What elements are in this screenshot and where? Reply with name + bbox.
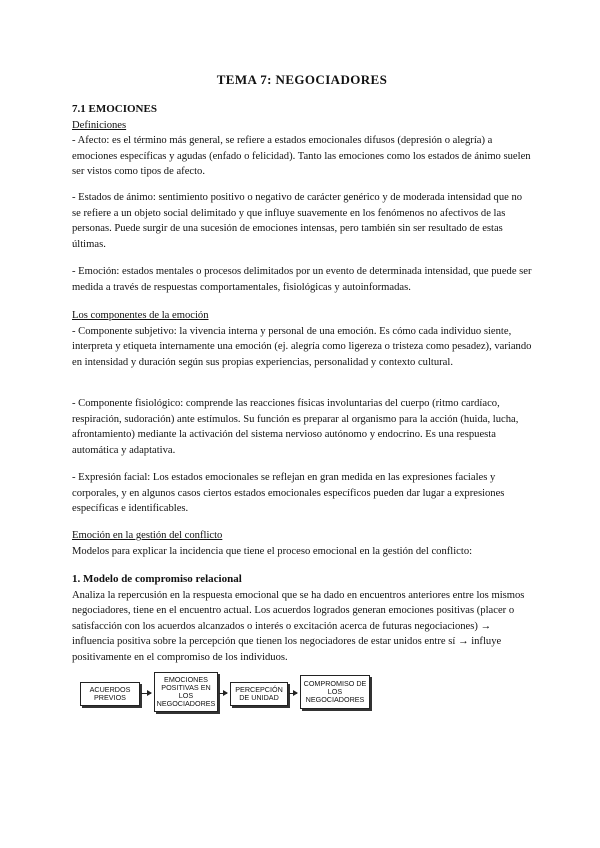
component-fisiologico: - Componente fisiológico: comprende las reacciones físicas involuntarias del cuerpo (ritmo cardíaco, respiración, sudoración) ante estímulos. Su función es preparar al organismo para la acción (huida, lucha, afrontamiento) mediante la activación del sistema nervioso autónomo y endocrino. Es una respuesta automática y adaptativa. (72, 398, 519, 456)
definition-estados-animo: - Estados de ánimo: sentimiento positivo o negativo de carácter genérico y de moderada intensidad que no se refiere a un objeto social delimitado y que influye suavemente en los fenómenos no afectivos de las personas. Puede surgir de una sucesión de emociones intensas, pero también sin ser resultado de estas últimas. (72, 192, 523, 250)
model-block (72, 572, 532, 666)
components-block (72, 308, 532, 370)
diagram-box-emociones-positivas: EMOCIONES POSITIVAS EN LOS NEGOCIADORES (154, 672, 218, 712)
diagram-arrow (219, 693, 227, 694)
component-expresion-facial: - Expresión facial: Los estados emocionales se reflejan en gran medida en las expresiones faciales y corporales, y en algunos casos ciertos estados emocionales específicos pueden dar lugar a expresiones específicas e identificables. (72, 472, 505, 515)
section-emociones (72, 102, 532, 180)
component-fisiologico-block (72, 396, 532, 458)
definitions-heading: Definiciones (72, 119, 127, 131)
page-title: TEMA 7: NEGOCIADORES (216, 72, 388, 87)
relational-commitment-diagram (80, 672, 380, 720)
definition-animo-block (72, 190, 532, 252)
diagram-arrow (141, 693, 151, 694)
definition-afecto: - Afecto: es el término más general, se refiere a estados emocionales difusos (depresión o alegría) a emociones específicas y agudas (enfado o felicidad). Tanto las emociones como los estados de ánimo suelen ser vistos como tipos de afecto. (72, 135, 531, 178)
definition-emocion: - Emoción: estados mentales o procesos delimitados por un evento de determinada intensidad, que puede ser medida a través de respuestas comportamentales, fisiológicas y autoinformadas. (72, 266, 532, 293)
diagram-box-acuerdos-previos: ACUERDOS PREVIOS (80, 682, 140, 706)
definition-emocion-block (72, 264, 532, 295)
diagram-box-percepcion-unidad: PERCEPCIÓN DE UNIDAD (230, 682, 288, 706)
component-expresion-block (72, 470, 532, 517)
model-text: Analiza la repercusión en la respuesta emocional que se ha dado en encuentros anteriores entre los mismos negociadores, tiene en el encuentro actual. Los acuerdos logrados generan emociones positivas (placer o satisfacción con los acuerdos alcanzados o interés o excitación acerca de futuras negociaciones) → influencia positiva sobre la percepción que tienen los negociadores de estar unidos entre sí → influye positivamente en el compromiso de los individuos. (72, 589, 525, 663)
section-heading: 7.1 EMOCIONES (72, 103, 157, 115)
model-heading: 1. Modelo de compromiso relacional (72, 573, 242, 585)
conflict-block (72, 528, 532, 559)
diagram-box-compromiso-negociadores: COMPROMISO DE LOS NEGOCIADORES (300, 675, 370, 709)
conflict-intro: Modelos para explicar la incidencia que tiene el proceso emocional en la gestión del conflicto: (72, 545, 473, 557)
diagram-arrow (289, 693, 297, 694)
components-heading: Los componentes de la emoción (72, 310, 209, 321)
conflict-heading: Emoción en la gestión del conflicto (72, 530, 223, 541)
component-subjetivo: - Componente subjetivo: la vivencia interna y personal de una emoción. Es cómo cada individuo siente, interpreta y etiqueta internamente una emoción (ej. alegría como ligereza o tristeza como pesadez), variando en intensidad y duración según sus propias experiencias, personalidad y contexto cultural. (72, 325, 532, 368)
